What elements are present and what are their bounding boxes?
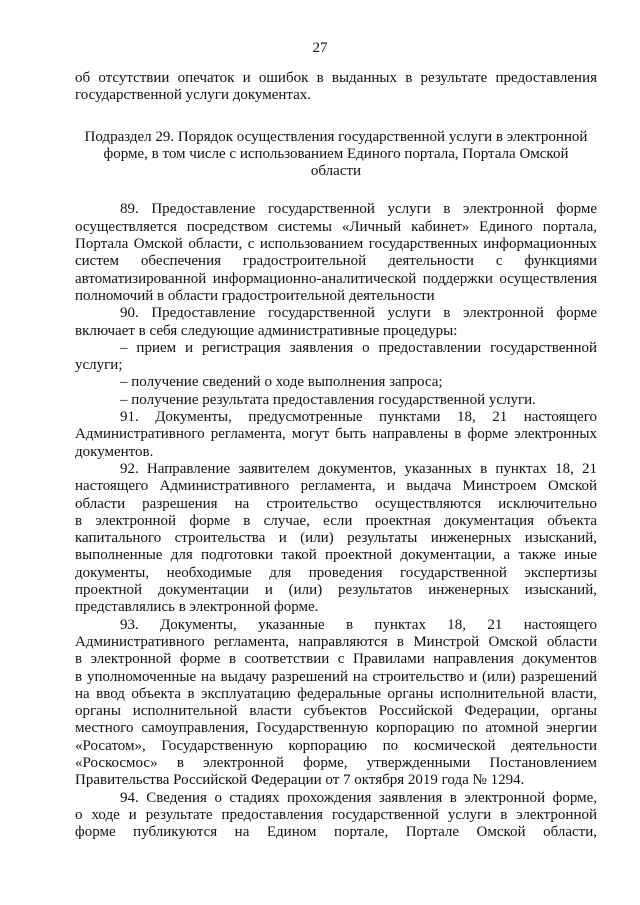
text-line: документов. bbox=[75, 443, 154, 460]
text-line: – получение сведений о ходе выполнения запроса; bbox=[120, 374, 443, 391]
text-line: – получение результата предоставления государственной услуги. bbox=[120, 391, 536, 408]
paragraph bbox=[75, 305, 597, 340]
paragraph bbox=[75, 392, 597, 409]
paragraph bbox=[75, 340, 597, 375]
text-line: форме публикуются на Едином портале, Портале Омской области, bbox=[75, 824, 597, 841]
section-heading bbox=[75, 129, 597, 181]
text-line: государственной услуги документах. bbox=[75, 87, 312, 104]
text-line: Административного регламента, направляются в Минстрой Омской области bbox=[75, 633, 597, 650]
text-line: осуществляется посредством системы «Личный кабинет» Единого портала, bbox=[75, 218, 597, 235]
paragraph bbox=[75, 617, 597, 790]
text-line: выполненные для подготовки такой проектной документации, а также иные bbox=[75, 547, 597, 564]
text-line: документы, необходимые для проведения государственной экспертизы bbox=[75, 564, 597, 581]
text-line: 90. Предоставление государственной услуги в электронной форме bbox=[120, 305, 597, 322]
paragraph bbox=[75, 409, 597, 461]
page-number: 27 bbox=[312, 40, 328, 56]
text-line: органы исполнительной власти субъектов Российской Федерации, органы bbox=[75, 703, 597, 720]
text-line: автоматизированной информационно-аналитической поддержки осуществления bbox=[75, 270, 597, 287]
text-line: проектной документации и (или) результатов инженерных изысканий, bbox=[75, 582, 597, 599]
text-line: систем обеспечения градостроительной деятельности с функциями bbox=[75, 253, 597, 270]
text-line: в уполномоченные на выдачу разрешений на строительство и (или) разрешений bbox=[75, 668, 597, 685]
heading-line: форме, в том числе с использованием Единого портала, Портала Омской bbox=[103, 145, 569, 162]
paragraph bbox=[75, 461, 597, 617]
text-line: 93. Документы, указанные в пунктах 18, 21 настоящего bbox=[120, 616, 597, 633]
heading-line: Подраздел 29. Порядок осуществления государственной услуги в электронной bbox=[84, 128, 588, 145]
text-line: Правительства Российской Федерации от 7 октября 2019 года № 1294. bbox=[75, 772, 525, 789]
text-line: Портала Омской области, с использованием государственных информационных bbox=[75, 236, 597, 253]
document-body bbox=[75, 70, 597, 841]
heading-line: области bbox=[310, 163, 362, 180]
text-line: области разрешения на строительство осуществляются исключительно bbox=[75, 495, 597, 512]
paragraph bbox=[75, 790, 597, 842]
paragraph bbox=[75, 201, 597, 305]
text-line: полномочий в области градостроительной деятельности bbox=[75, 287, 435, 304]
paragraph bbox=[75, 374, 597, 391]
text-line: местного самоуправления, Государственную корпорацию по атомной энергии bbox=[75, 720, 597, 737]
text-line: о ходе и результате предоставления государственной услуги в электронной bbox=[75, 806, 597, 823]
text-line: капитального строительства и (или) результаты инженерных изысканий, bbox=[75, 530, 597, 547]
text-line: – прием и регистрация заявления о предоставлении государственной bbox=[120, 339, 597, 356]
text-line: на ввод объекта в эксплуатацию федеральные органы исполнительной власти, bbox=[75, 685, 597, 702]
text-line: включает в себя следующие административные процедуры: bbox=[75, 322, 458, 339]
text-line: в электронной форме в соответствии с Правилами направления документов bbox=[75, 651, 597, 668]
text-line: 91. Документы, предусмотренные пунктами 18, 21 настоящего bbox=[120, 409, 597, 426]
text-line: «Роскосмос» в электронной форме, утвержденными Постановлением bbox=[75, 754, 597, 771]
text-line: Административного регламента, могут быть направлены в форме электронных bbox=[75, 426, 597, 443]
text-line: в электронной форме в случае, если проектная документация объекта bbox=[75, 512, 597, 529]
intro-paragraph bbox=[75, 70, 597, 105]
text-line: об отсутствии опечаток и ошибок в выданных в результате предоставления bbox=[75, 70, 597, 86]
text-line: 92. Направление заявителем документов, указанных в пунктах 18, 21 bbox=[120, 460, 597, 477]
paragraph-list bbox=[75, 201, 597, 841]
text-line: услуги; bbox=[75, 357, 123, 374]
text-line: 94. Сведения о стадиях прохождения заявления в электронной форме, bbox=[120, 789, 597, 806]
text-line: 89. Предоставление государственной услуги в электронной форме bbox=[120, 201, 597, 218]
text-line: настоящего Административного регламента, и выдача Минстроем Омской bbox=[75, 478, 597, 495]
text-line: представлялись в электронной форме. bbox=[75, 599, 319, 616]
text-line: «Росатом», Государственную корпорацию по космической деятельности bbox=[75, 737, 597, 754]
